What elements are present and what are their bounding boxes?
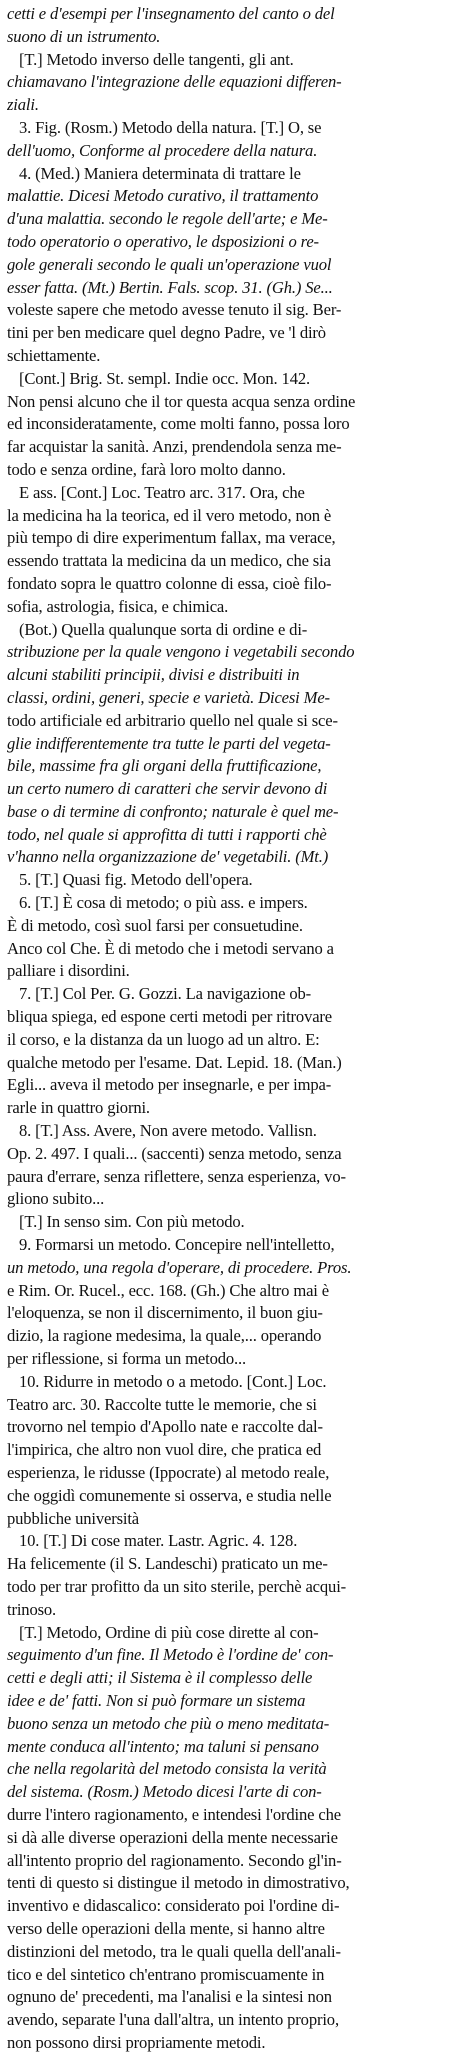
text-line: Teatro arc. 30. Raccolte tutte le memorie, che si [7, 1394, 317, 1414]
text-line: d'una malattia. secondo le regole dell'arte; e Me- [7, 209, 328, 229]
text-line: e Rim. Or. Rucel., ecc. 168. (Gh.) Che altro mai è [7, 1280, 329, 1300]
text-line: tenti di questo si distingue il metodo in dimostrativo, [7, 1873, 350, 1893]
text-line: ziali. [7, 95, 39, 115]
text-line: 3. Fig. (Rosm.) Metodo della natura. [T.] O, se [19, 117, 322, 137]
text-line: l'impirica, che altro non vuol dire, che pratica ed [7, 1440, 322, 1460]
text-line: Ha felicemente (il S. Landeschi) praticato un me- [7, 1554, 328, 1574]
text-line: È di metodo, così suol farsi per consuetudine. [7, 915, 303, 935]
text-line: ognuno de' precedenti, ma l'analisi e la sintesi non [7, 1987, 332, 2007]
text-line: schiettamente. [7, 345, 101, 365]
text-line: qualche metodo per l'esame. Dat. Lepid. 18. (Man.) [7, 1052, 342, 1072]
text-line: [T.] Metodo inverso delle tangenti, gli ant. [19, 49, 294, 69]
text-line: gliono subito... [7, 1189, 105, 1209]
text-line: (Bot.) Quella qualunque sorta di ordine e di- [19, 619, 308, 639]
text-line: 7. [T.] Col Per. G. Gozzi. La navigazione ob- [19, 984, 312, 1004]
text-line: la medicina ha la teorica, ed il vero metodo, non è [7, 505, 332, 525]
text-line: fondato sopra le quattro colonne di essa, cioè filo- [7, 573, 332, 593]
text-line: avendo, separate l'una dall'altra, un intento proprio, [7, 2010, 339, 2030]
text-line: suono di un istrumento. [7, 26, 161, 46]
text-line: un certo numero di caratteri che servir devono di [7, 779, 328, 799]
text-line: pubbliche università [7, 1508, 140, 1528]
text-line: all'intento proprio del ragionamento. Secondo gl'in- [7, 1850, 342, 1870]
text-line: chiamavano l'integrazione delle equazioni differen- [7, 72, 342, 92]
text-line: tico e del sintetico ch'entrano promiscuamente in [7, 1964, 325, 1984]
text-line: distinzioni del metodo, tra le quali quella dell'anali- [7, 1941, 341, 1961]
text-line: voleste sapere che metodo avesse tenuto il sig. Ber- [7, 300, 342, 320]
text-line: classi, ordini, generi, specie e varietà. Dicesi Me- [7, 687, 330, 707]
text-line: il corso, e la distanza da un luogo ad un altro. E: [7, 1029, 320, 1049]
text-line: essendo trattata la medicina da un medico, che sia [7, 551, 331, 571]
text-line: più tempo di dire experimentum fallax, ma verace, [7, 528, 336, 548]
text-line: 8. [T.] Ass. Avere, Non avere metodo. Vallisn. [19, 1121, 317, 1141]
text-line: todo artificiale ed arbitrario quello nel quale si sce- [7, 710, 338, 730]
text-line: palliare i disordini. [7, 961, 130, 981]
text-line: 5. [T.] Quasi fig. Metodo dell'opera. [19, 870, 253, 890]
text-line: cetti e degli atti; il Sistema è il complesso delle [7, 1668, 313, 1688]
text-line: cetti e d'esempi per l'insegnamento del canto o del [7, 4, 335, 23]
text-line: dell'uomo, Conforme al procedere della natura. [7, 140, 318, 160]
text-line: glie indifferentemente tra tutte le parti del vegeta- [7, 733, 331, 753]
text-line: tini per ben medicare quel degno Padre, ve 'l dirò [7, 323, 326, 343]
text-line: 10. [T.] Di cose mater. Lastr. Agric. 4. 128. [19, 1531, 298, 1551]
text-line: seguimento d'un fine. Il Metodo è l'ordine de' con- [7, 1645, 334, 1665]
text-line: trinoso. [7, 1599, 57, 1619]
text-line: todo e senza ordine, farà loro molto danno. [7, 459, 286, 479]
text-line: todo per trar profitto da un sito sterile, perchè acqui- [7, 1576, 347, 1596]
text-line: durre l'intero ragionamento, e intendesi l'ordine che [7, 1804, 341, 1824]
text-line: [T.] Metodo, Ordine di più cose dirette al con- [19, 1622, 319, 1642]
text-line: [Cont.] Brig. St. sempl. Indie occ. Mon. 142. [19, 368, 310, 388]
text-line: todo, nel quale si approfitta di tutti i rapporti chè [7, 824, 327, 844]
text-line: E ass. [Cont.] Loc. Teatro arc. 317. Ora, che [19, 482, 305, 502]
text-line: verso delle operazioni della mente, si hanno altre [7, 1918, 325, 1938]
text-line: v'hanno nella organizzazione de' vegetabili. (Mt.) [7, 847, 329, 867]
text-line: esperienza, le ridusse (Ippocrate) al metodo reale, [7, 1463, 330, 1482]
text-line: base o di termine di confronto; naturale è quel me- [7, 801, 339, 821]
text-line: sofia, astrologia, fisica, e chimica. [7, 596, 229, 616]
text-line: malattie. Dicesi Metodo curativo, il trattamento [7, 186, 319, 206]
text-line: dizio, la ragione medesima, la quale,... operando [7, 1326, 322, 1346]
text-line: non possono dirsi propriamente metodi. [7, 2032, 266, 2052]
text-line: [T.] In senso sim. Con più metodo. [19, 1212, 245, 1232]
text-line: 10. Ridurre in metodo o a metodo. [Cont.] Loc. [19, 1371, 327, 1391]
text-line: del sistema. (Rosm.) Metodo dicesi l'arte di con- [7, 1782, 322, 1802]
text-line: buono senza un metodo che più o meno meditata- [7, 1713, 330, 1733]
text-column [7, 3, 457, 2055]
text-line: 6. [T.] È cosa di metodo; o più ass. e impers. [19, 893, 308, 913]
text-line: todo operatorio o operativo, le dsposizioni o re- [7, 231, 319, 251]
text-line: che oggidì comunemente si osserva, e studia nelle [7, 1485, 332, 1505]
text-line: esser fatta. (Mt.) Bertin. Fals. scop. 31. (Gh.) Se... [7, 277, 333, 297]
text-line: alcuni stabiliti principii, divisi e distribuiti in [7, 665, 300, 685]
text-line: bliqua spiega, ed espone certi metodi per ritrovare [7, 1007, 333, 1027]
text-line: Egli... aveva il metodo per insegnarle, e per impa- [7, 1075, 332, 1095]
text-line: Op. 2. 497. I quali... (saccenti) senza metodo, senza [7, 1143, 342, 1163]
text-line: 9. Formarsi un metodo. Concepire nell'intelletto, [19, 1235, 335, 1255]
text-line: Anco col Che. È di metodo che i metodi servano a [7, 938, 334, 958]
text-line: paura d'errare, senza riflettere, senza esperienza, vo- [7, 1166, 346, 1186]
text-line: per riflessione, si forma un metodo... [7, 1349, 247, 1369]
text-line: un metodo, una regola d'operare, di procedere. Pros. [7, 1257, 352, 1277]
text-line: che nella regolarità del metodo consista la verità [7, 1759, 327, 1779]
text-line: stribuzione per la quale vengono i vegetabili secondo [7, 642, 355, 662]
text-line: ed inconsideratamente, come molti fanno, possa loro [7, 414, 350, 434]
text-line: rarle in quattro giorni. [7, 1098, 150, 1118]
text-line: Non pensi alcuno che il tor questa acqua senza ordine [7, 391, 356, 411]
text-line: si dà alle diverse operazioni della mente necessarie [7, 1827, 338, 1847]
text-line: l'eloquenza, se non il discernimento, il buon giu- [7, 1303, 323, 1323]
text-line: trovorno nel tempio d'Apollo nate e raccolte dal- [7, 1417, 323, 1437]
text-line: far acquistar la sanità. Anzi, prendendola senza me- [7, 437, 342, 457]
text-line: mente conduca all'intento; ma taluni si pensano [7, 1736, 319, 1756]
text-line: bile, massime fra gli organi della fruttificazione, [7, 756, 322, 776]
text-line: gole generali secondo le quali un'operazione vuol [7, 254, 332, 274]
text-line: 4. (Med.) Maniera determinata di trattare le [19, 163, 301, 183]
text-line: idee e de' fatti. Non si può formare un sistema [7, 1690, 306, 1710]
text-line: inventivo e didascalico: considerato poi l'ordine di- [7, 1896, 340, 1916]
